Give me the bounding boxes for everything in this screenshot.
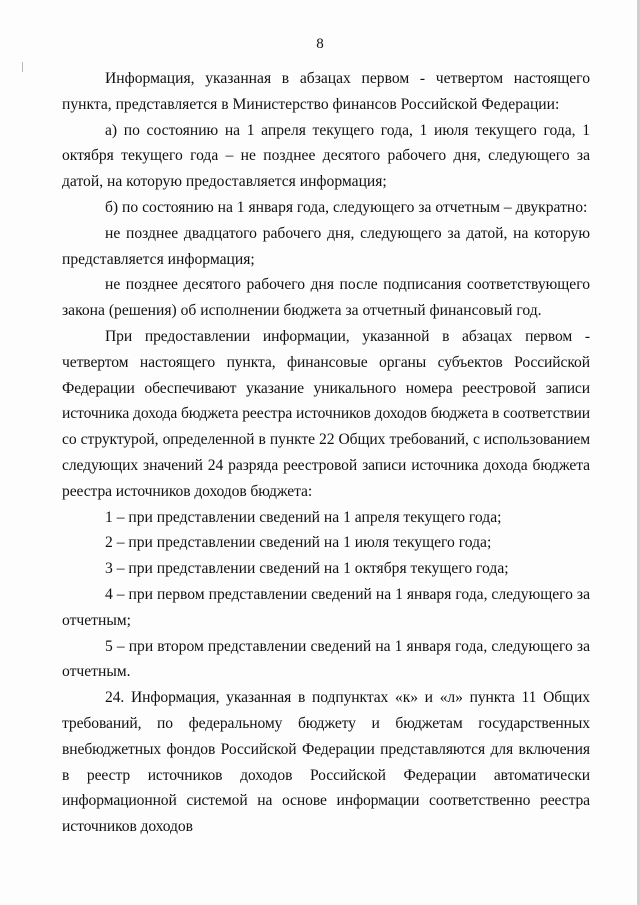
paragraph-item-a: а) по состоянию на 1 апреля текущего года, 1 июля текущего года, 1 октября текущего года – не позднее десятого рабочего дня, следующего за датой, на которую предоставляется информация;: [62, 121, 590, 191]
list-item-code-1: 1 – при представлении сведений на 1 апреля текущего года;: [105, 508, 502, 526]
paragraph-unique-number: При предоставлении информации, указанной в абзацах первом - четвертом настоящего пункта, финансовые органы субъектов Российской Федерации обеспечивают указание уникального номера реестровой записи источника дохода бюджета реестра источников доходов бюджета в соответствии со структурой, определенной в пункте 22 Общих требований, с использованием следующих значений 24 разряда реестровой записи источника дохода бюджета реестра источников доходов бюджета:: [62, 327, 590, 500]
list-item-code-5: 5 – при втором представлении сведений на 1 января года, следующего за отчетным.: [62, 637, 590, 681]
paragraph-deadline-10th-day: не позднее десятого рабочего дня после подписания соответствующего закона (решения) об исполнении бюджета за отчетный финансовый год.: [62, 276, 590, 320]
list-item-code-3: 3 – при представлении сведений на 1 октября текущего года;: [105, 560, 509, 578]
page-number: 8: [316, 36, 324, 52]
document-body: [62, 66, 590, 840]
paragraph-deadline-20th-day: не позднее двадцатого рабочего дня, следующего за датой, на которую представляется информация;: [62, 224, 590, 268]
paragraph-item-b: б) по состоянию на 1 января года, следующего за отчетным – двукратно:: [105, 198, 588, 216]
list-item-code-2: 2 – при представлении сведений на 1 июля текущего года;: [105, 534, 492, 552]
list-item-code-4: 4 – при первом представлении сведений на 1 января года, следующего за отчетным;: [62, 585, 590, 629]
scan-mark: [22, 62, 27, 72]
paragraph-section-24: 24. Информация, указанная в подпунктах «к» и «л» пункта 11 Общих требований, по федеральному бюджету и бюджетам государственных внебюджетных фондов Российской Федерации представляются для включения в реестр источников доходов Российской Федерации автоматически информационной системой на основе информации соответственно реестра источников доходов: [62, 689, 590, 836]
paragraph-info-submission: Информация, указанная в абзацах первом - четвертом настоящего пункта, представляется в Министерство финансов Российской Федерации:: [62, 70, 590, 113]
